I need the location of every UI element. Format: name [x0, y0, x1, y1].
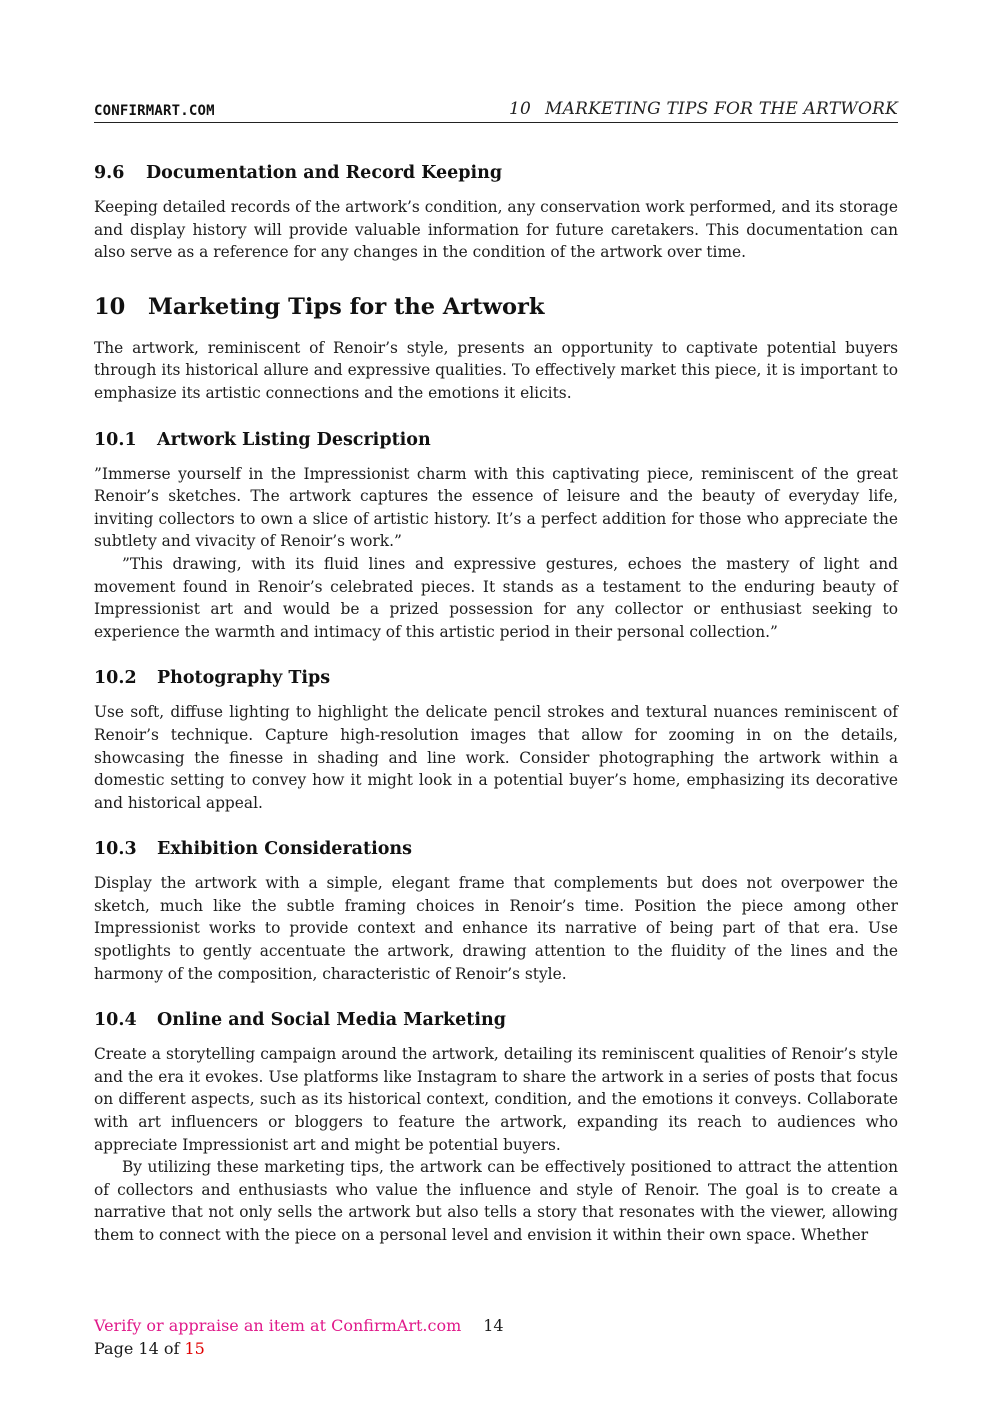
paragraph: Create a storytelling campaign around the artwork, detailing its reminiscent qualities of Renoir’s style and the era it evokes. Use platforms like Instagram to share the artwork in a series of posts that focus on different aspects, such as its historical context, condition, and the emotions it conveys. Collaborate with art influencers or bloggers to feature the artwork, expanding its reach to audiences who appreciate Impressionist art and might be potential buyers.	[94, 1045, 898, 1154]
footer-line-1	[94, 1314, 898, 1337]
section-number: 10.1	[94, 429, 137, 450]
page-footer	[94, 1314, 898, 1360]
section-number: 10.3	[94, 839, 137, 860]
section-heading-9-6	[94, 163, 898, 184]
section-number: 10.4	[94, 1010, 137, 1031]
paragraph: ”Immerse yourself in the Impressionist charm with this captivating piece, reminiscent of the great Renoir’s sketches. The artwork captures the essence of leisure and the beauty of everyday life, inviting collectors to own a slice of artistic history. It’s a perfect addition for those who appreciate the subtlety and vivacity of Renoir’s work.”	[94, 464, 898, 551]
running-head	[509, 99, 898, 119]
paragraph: Use soft, diffuse lighting to highlight the delicate pencil strokes and textural nuances reminiscent of Renoir’s technique. Capture high-resolution images that allow for zooming in on the details, showcasing the finesse in shading and line work. Consider photographing the artwork within a domestic setting to convey how it might look in a potential buyer’s home, emphasizing its decorative and historical appeal.	[94, 703, 898, 812]
section-heading-10-3	[94, 839, 898, 860]
section-heading-10	[94, 294, 898, 321]
document-page	[94, 0, 898, 1404]
section-heading-10-4	[94, 1010, 898, 1031]
section-number: 10.2	[94, 668, 137, 689]
footer-line-2	[94, 1337, 898, 1360]
section-number: 9.6	[94, 163, 125, 183]
confirmart-link[interactable]: Verify or appraise an item at ConfirmArt.com	[94, 1316, 462, 1335]
paragraph: Keeping detailed records of the artwork’s condition, any conservation work performed, and its storage and display history will provide valuable information for future caretakers. This documentation can also serve as a reference for any changes in the condition of the artwork over time.	[94, 198, 898, 262]
running-head-number: 10	[508, 99, 531, 119]
page-content	[94, 160, 898, 1247]
footer-page-number: 14	[483, 1316, 504, 1335]
paragraph: Display the artwork with a simple, elegant frame that complements but does not overpower the sketch, much like the subtle framing choices in Renoir’s time. Position the piece among other Impressionist works to provide context and enhance its narrative of being part of that era. Use spotlights to gently accentuate the artwork, drawing attention to the fluidity of the lines and the harmony of the composition, characteristic of Renoir’s style.	[94, 874, 898, 983]
section-title: Exhibition Considerations	[157, 839, 412, 860]
section-number: 10	[94, 293, 126, 320]
section-title: Documentation and Record Keeping	[146, 163, 503, 183]
paragraph: By utilizing these marketing tips, the artwork can be effectively positioned to attract the attention of collectors and enthusiasts who value the influence and style of Renoir. The goal is to create a narrative that not only sells the artwork but also tells a story that resonates with the viewer, allowing them to connect with the piece on a personal level and envision it within their own space. Whether	[94, 1158, 898, 1244]
section-title: Photography Tips	[157, 668, 331, 689]
running-head-title: MARKETING TIPS FOR THE ARTWORK	[545, 99, 898, 119]
confirmart-logo: CONFIRMART.COM	[94, 103, 215, 119]
section-title: Artwork Listing Description	[157, 429, 431, 450]
section-heading-10-1	[94, 430, 898, 451]
paragraph: The artwork, reminiscent of Renoir’s style, presents an opportunity to captivate potential buyers through its historical allure and expressive qualities. To effectively market this piece, it is important to emphasize its artistic connections and the emotions it elicits.	[94, 338, 898, 402]
page-header	[94, 96, 898, 123]
section-heading-10-2	[94, 668, 898, 689]
total-pages-link[interactable]: 15	[184, 1339, 205, 1358]
section-title: Marketing Tips for the Artwork	[148, 293, 545, 320]
section-title: Online and Social Media Marketing	[157, 1010, 507, 1031]
paragraph: ”This drawing, with its fluid lines and expressive gestures, echoes the mastery of light and movement found in Renoir’s celebrated pieces. It stands as a testament to the enduring beauty of Impressionist art and would be a prized possession for any collector or enthusiast seeking to experience the warmth and intimacy of this artistic period in their personal collection.”	[94, 554, 898, 641]
page-count-prefix: Page 14 of	[94, 1339, 185, 1358]
